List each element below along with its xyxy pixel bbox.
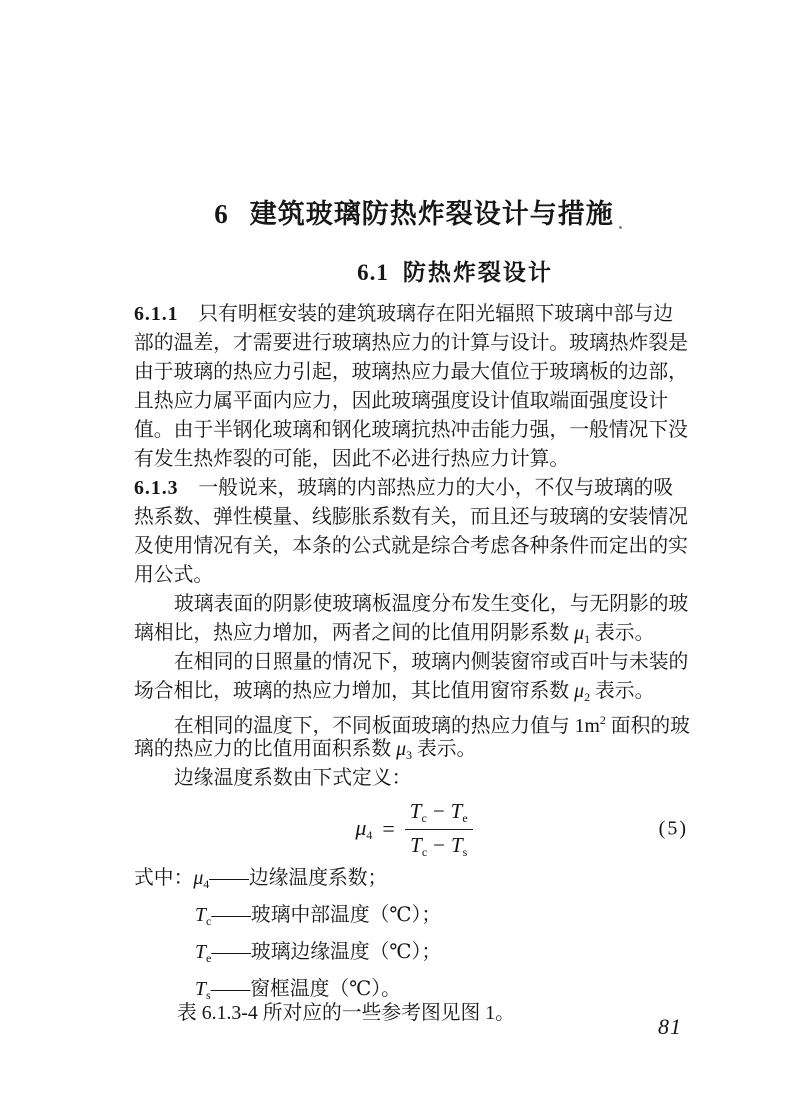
definition-symbol-subscript: c [206, 914, 212, 928]
section-title-text: 防热炸裂设计 [402, 260, 553, 285]
closing-line: 表 6.1.3-4 所对应的一些参考图见图 1。 [177, 1002, 515, 1024]
body-lines [134, 300, 700, 793]
definition-row [134, 897, 700, 934]
formula-lhs [355, 815, 372, 843]
definition-description: ——玻璃边缘温度（℃）； [211, 941, 442, 963]
denominator [405, 830, 473, 860]
text-line: 有发生热炸裂的可能，因此不必进行热应力计算。 [134, 448, 570, 470]
text-line: 部的温差，才需要进行玻璃热应力的计算与设计。玻璃热炸裂是 [134, 332, 688, 354]
denominator-t2-subscript: s [462, 844, 468, 859]
formula-lhs-symbol: μ [355, 815, 367, 840]
denominator-t2: T [450, 832, 463, 857]
definition-description: ——玻璃中部温度（℃）； [211, 904, 442, 926]
definition-symbol: T [195, 941, 207, 963]
text-line: 由于玻璃的热应力引起，玻璃热应力最大值位于玻璃板的边部， [134, 361, 688, 383]
equals-sign: = [382, 816, 395, 841]
equation-number: (5) [658, 817, 688, 840]
minus-sign: − [432, 798, 445, 823]
definition-row [134, 934, 700, 971]
numerator-t2-subscript: e [462, 810, 468, 825]
definition-description: ——窗框温度（℃）。 [210, 978, 401, 1000]
equation-body [134, 798, 694, 860]
fraction [405, 799, 473, 860]
section-heading [175, 254, 735, 287]
text-line: 值。由于半钢化玻璃和钢化玻璃抗热冲击能力强，一般情况下没 [134, 419, 688, 441]
formula-lhs-subscript: 4 [366, 828, 373, 842]
definition-symbol-subscript: e [206, 951, 212, 965]
definition-symbol: μ [193, 867, 204, 889]
numerator-t1-subscript: c [421, 810, 427, 825]
definition-symbol: T [195, 978, 207, 1000]
text-line: 在相同的温度下，不同板面玻璃的热应力值与 $1m^2$ 面积的玻 [174, 713, 690, 737]
definition-symbol-subscript: 4 [203, 877, 210, 891]
page-number: 81 [658, 1014, 682, 1039]
text-line: 玻璃表面的阴影使玻璃板温度分布发生变化，与无阴影的玻 [174, 593, 689, 615]
denominator-t1: T [410, 832, 422, 857]
definition-row [134, 860, 700, 897]
text-line: 用公式。 [134, 564, 214, 586]
text-line: 在相同的日照量的情况下，玻璃内侧装窗帘或百叶与未装的 [174, 651, 689, 673]
text-line: 璃相比，热应力增加，两者之间的比值用阴影系数 $\mu_1$ 表示。 [134, 622, 655, 646]
section-number: 6.1 [357, 260, 389, 285]
equation-5 [134, 798, 694, 860]
numerator-t1: T [409, 798, 422, 823]
text-line: 热系数、弹性模量、线膨胀系数有关，而且还与玻璃的安装情况 [134, 506, 688, 528]
numerator [405, 799, 473, 830]
scan-speckle [619, 226, 622, 229]
definition-symbol-subscript: s [206, 988, 211, 1002]
chapter-title-text: 建筑玻璃防热炸裂设计与措施 [249, 199, 614, 229]
minus-sign: − [433, 832, 445, 857]
text-line: 6.1.1 只有明框安装的建筑玻璃存在阳光辐照下玻璃中部与边 [134, 303, 674, 325]
text-line: 璃的热应力的比值用面积系数 $\mu_3$ 表示。 [134, 738, 477, 762]
denominator-t1-subscript: c [421, 844, 428, 859]
text-line: 场合相比，玻璃的热应力增加，其比值用窗帘系数 $\mu_2$ 表示。 [134, 680, 655, 704]
text-line: 且热应力属平面内应力，因此玻璃强度设计值取端面强度设计 [134, 390, 669, 412]
definitions-intro: 式中： [134, 867, 194, 889]
definition-symbol: T [195, 904, 207, 926]
chapter-title [134, 192, 694, 231]
text-line: 及使用情况有关，本条的公式就是综合考虑各种条件而定出的实 [134, 535, 688, 557]
chapter-number: 6 [214, 199, 228, 229]
definitions-list [134, 860, 700, 1008]
definition-description: ——边缘温度系数； [209, 867, 388, 889]
numerator-t2: T [450, 798, 463, 823]
text-line: 边缘温度系数由下式定义： [174, 767, 412, 789]
text-line: 6.1.3 一般说来，玻璃的内部热应力的大小，不仅与玻璃的吸 [134, 477, 674, 499]
